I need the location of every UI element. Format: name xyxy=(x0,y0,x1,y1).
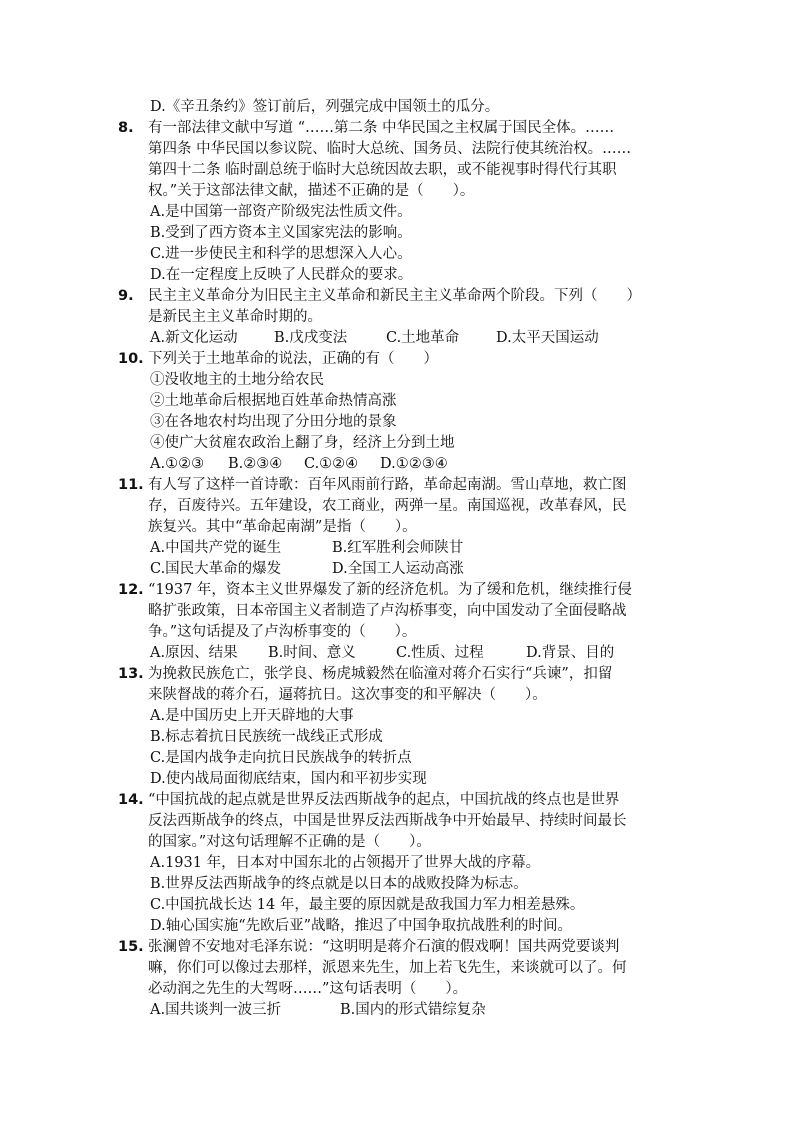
question-10-number: 10. xyxy=(118,351,144,367)
question-14-option-d: D.轴心国实施“先欧后亚”战略，推迟了中国争取抗战胜利的时间。 xyxy=(150,918,573,934)
question-11-number: 11. xyxy=(118,477,144,493)
question-10-stem-line: 下列关于土地革命的说法，正确的有（ ） xyxy=(148,351,438,367)
question-9-option-d: D.太平天国运动 xyxy=(496,330,599,346)
question-15-stem-line: 张澜曾不安地对毛泽东说：“这明明是蒋介石演的假戏啊！国共两党要谈判 xyxy=(148,939,620,955)
question-12-option-d: D.背景、目的 xyxy=(526,645,615,661)
question-15-stem-line: 嘛，你们可以像过去那样，派恩来先生，加上若飞先生，来谈就可以了。何 xyxy=(148,960,627,976)
question-12-stem-line: 争。”这句话提及了卢沟桥事变的（ ）。 xyxy=(148,624,417,640)
question-12-stem-line: 略扩张政策，日本帝国主义者制造了卢沟桥事变，向中国发动了全面侵略战 xyxy=(148,603,627,619)
question-15-number: 15. xyxy=(118,939,144,955)
question-13-number: 13. xyxy=(118,666,144,682)
question-11-option-c: C.国民大革命的爆发 xyxy=(150,561,282,577)
question-14-option-c: C.中国抗战长达 14 年，最主要的原因就是敌我国力军力相差悬殊。 xyxy=(150,897,585,913)
question-13-option-b: B.标志着抗日民族统一战线正式形成 xyxy=(150,729,383,745)
question-8-option-a: A.是中国第一部资产阶级宪法性质文件。 xyxy=(150,204,412,220)
question-9-number: 9. xyxy=(118,288,134,304)
question-15-stem-line: 必动润之先生的大驾呀……”这句话表明（ ）。 xyxy=(148,981,468,997)
question-8-stem-line: 权。”关于这部法律文献，描述不正确的是（ ）。 xyxy=(148,183,475,199)
question-14-option-b: B.世界反法西斯战争的终点就是以日本的战败投降为标志。 xyxy=(150,876,528,892)
question-10-option-b: B.②③④ xyxy=(228,456,283,472)
question-8-number: 8. xyxy=(118,120,134,136)
question-13-stem-line: 来陕督战的蒋介石，逼蒋抗日。这次事变的和平解决（ ）。 xyxy=(148,687,547,703)
question-9-stem-line: 是新民主主义革命时期的。 xyxy=(148,309,322,325)
question-11-option-b: B.红军胜利会师陕甘 xyxy=(332,540,464,556)
question-13-option-c: C.是国内战争走向抗日民族战争的转折点 xyxy=(150,750,412,766)
question-11-stem-line: 有人写了这样一首诗歌：百年风雨前行路，革命起南湖。雪山草地，救亡图 xyxy=(148,477,627,493)
question-10-options xyxy=(150,454,448,474)
question-10-option-c: C.①②④ xyxy=(304,456,359,472)
question-9-option-a: A.新文化运动 xyxy=(150,330,238,346)
question-12-option-b: B.时间、意义 xyxy=(268,645,356,661)
question-10-option-a: A.①②③ xyxy=(150,456,205,472)
question-14-stem-line: “中国抗战的起点就是世界反法西斯战争的起点，中国抗战的终点也是世界 xyxy=(148,792,620,808)
question-15-option-b: B.国内的形式错综复杂 xyxy=(340,1002,486,1018)
question-12-options xyxy=(150,643,614,663)
question-11-option-a: A.中国共产党的诞生 xyxy=(150,540,282,556)
question-12-option-c: C.性质、过程 xyxy=(396,645,484,661)
prev-question-option-d: D.《辛丑条约》签订前后，列强完成中国领土的瓜分。 xyxy=(150,99,500,115)
question-11-option-d: D.全国工人运动高涨 xyxy=(332,561,464,577)
question-8-stem-line: 第四条 中华民国以参议院、临时大总统、国务员、法院行使其统治权。…… xyxy=(148,141,632,157)
question-10-item-2: ②土地革命后根据地百姓革命热情高涨 xyxy=(150,393,397,409)
question-8-option-d: D.在一定程度上反映了人民群众的要求。 xyxy=(150,267,413,283)
question-15-options xyxy=(150,1000,486,1020)
question-8-stem-line: 有一部法律文献中写道 “……第二条 中华民国之主权属于国民全体。…… xyxy=(148,120,615,136)
question-9-option-c: C.土地革命 xyxy=(386,330,460,346)
question-15-option-a: A.国共谈判一波三折 xyxy=(150,1002,282,1018)
question-13-option-d: D.使内战局面彻底结束，国内和平初步实现 xyxy=(150,771,427,787)
question-10-item-3: ③在各地农村均出现了分田分地的景象 xyxy=(150,414,397,430)
question-12-stem-line: “1937 年，资本主义世界爆发了新的经济危机。为了缓和危机，继续推行侵 xyxy=(148,582,632,598)
question-8-option-b: B.受到了西方资本主义国家宪法的影响。 xyxy=(150,225,412,241)
question-12-option-a: A.原因、结果 xyxy=(150,645,238,661)
question-11-stem-line: 存，百废待兴。五年建设，农工商业，两弹一星。南国巡视，改革春风，民 xyxy=(148,498,627,514)
question-14-option-a: A.1931 年，日本对中国东北的占领揭开了世界大战的序幕。 xyxy=(150,855,541,871)
question-9-options xyxy=(150,328,599,348)
question-10-item-4: ④使广大贫雇农政治上翻了身，经济上分到土地 xyxy=(150,435,455,451)
question-8-stem-line: 第四十二条 临时副总统于临时大总统因故去职，或不能视事时得代行其职 xyxy=(148,162,617,178)
question-8-option-c: C.进一步使民主和科学的思想深入人心。 xyxy=(150,246,412,262)
question-13-stem-line: 为挽救民族危亡，张学良、杨虎城毅然在临潼对蒋介石实行“兵谏”，扣留 xyxy=(148,666,613,682)
question-11-stem-line: 族复兴。其中“革命起南湖”是指（ ）。 xyxy=(148,519,417,535)
question-13-option-a: A.是中国历史上开天辟地的大事 xyxy=(150,708,354,724)
question-9-option-b: B.戊戌变法 xyxy=(274,330,348,346)
question-9-stem-line: 民主主义革命分为旧民主主义革命和新民主主义革命两个阶段。下列（ ） xyxy=(148,288,641,304)
question-11-options-row-1 xyxy=(150,538,463,558)
question-14-number: 14. xyxy=(118,792,144,808)
question-12-number: 12. xyxy=(118,582,144,598)
question-10-item-1: ①没收地主的土地分给农民 xyxy=(150,372,324,388)
question-11-options-row-2 xyxy=(150,559,464,579)
question-10-option-d: D.①②③④ xyxy=(380,456,448,472)
question-14-stem-line: 的国家。”对这句话理解不正确的是（ ）。 xyxy=(148,834,431,850)
question-14-stem-line: 反法西斯战争的终点，中国是世界反法西斯战争中开始最早、持续时间最长 xyxy=(148,813,627,829)
